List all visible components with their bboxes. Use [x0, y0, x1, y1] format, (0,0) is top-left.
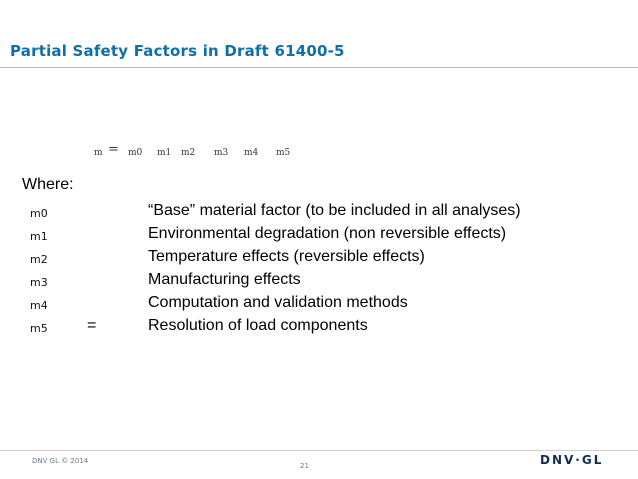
safety-factor-formula	[0, 142, 638, 166]
formula-term: m2	[181, 148, 196, 158]
footer-divider	[0, 450, 638, 451]
definition-row	[0, 317, 638, 339]
logo-wordmark: DNV·GL	[540, 453, 604, 467]
definition-row	[0, 271, 638, 293]
formula-term: m4	[244, 148, 259, 158]
where-label: Where:	[22, 176, 74, 193]
definition-symbol: m3	[30, 276, 48, 289]
definition-symbol: m5	[30, 322, 48, 335]
definition-row	[0, 225, 638, 247]
definition-text: “Base” material factor (to be included in all analyses)	[148, 202, 521, 219]
formula-equals: =	[108, 142, 119, 157]
definition-text: Environmental degradation (non reversible effects)	[148, 225, 507, 242]
formula-term: m0	[128, 148, 143, 158]
definition-row	[0, 294, 638, 316]
definition-symbol: m2	[30, 253, 48, 266]
copyright-text: DNV GL © 2014	[32, 457, 89, 465]
definition-row	[0, 202, 638, 224]
definition-symbol: m4	[30, 299, 48, 312]
definition-text: Temperature effects (reversible effects)	[148, 248, 425, 265]
formula-term: m5	[276, 148, 291, 158]
page-number: 21	[300, 462, 309, 470]
definition-symbol: m1	[30, 230, 48, 243]
definition-symbol: m0	[30, 207, 48, 220]
dnv-gl-logo	[540, 453, 614, 467]
slide-title: Partial Safety Factors in Draft 61400-5	[10, 42, 345, 60]
title-divider	[0, 67, 638, 68]
formula-lhs: m	[94, 148, 103, 158]
definition-equals: =	[87, 317, 97, 334]
definition-text: Resolution of load components	[148, 317, 368, 334]
formula-term: m3	[214, 148, 229, 158]
formula-term: m1	[157, 148, 172, 158]
definition-text: Manufacturing effects	[148, 271, 301, 288]
definition-row	[0, 248, 638, 270]
definition-text: Computation and validation methods	[148, 294, 408, 311]
